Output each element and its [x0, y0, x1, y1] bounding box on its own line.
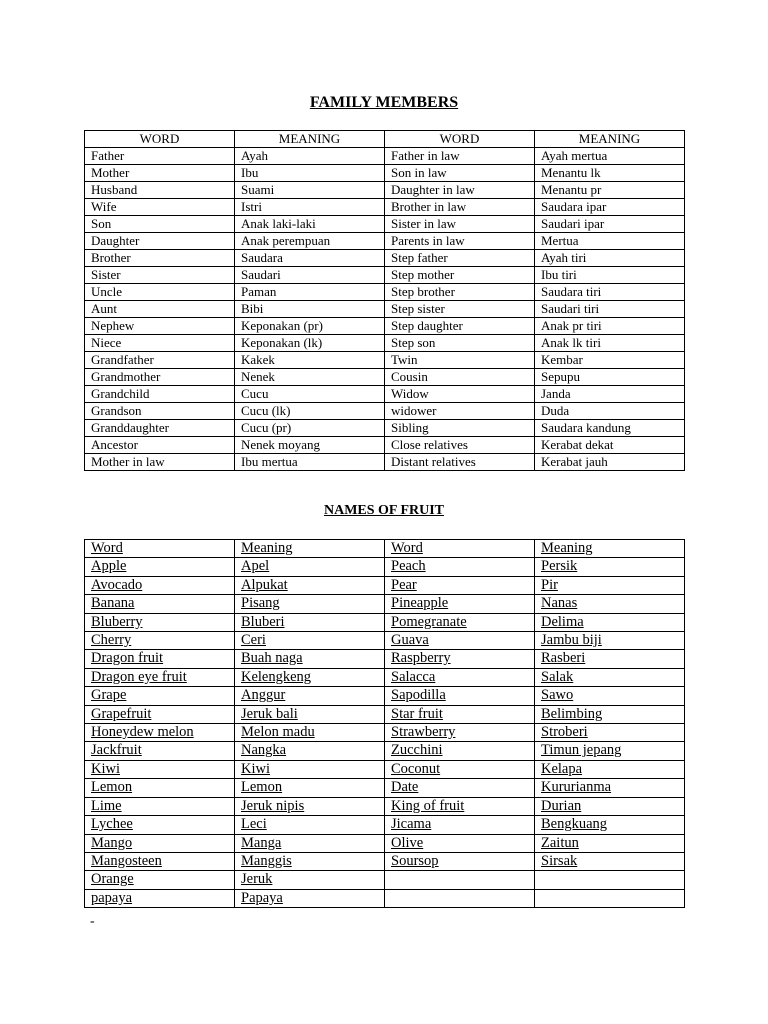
column-header: WORD — [385, 131, 535, 148]
table-cell: Lychee — [85, 816, 235, 834]
table-cell: Kiwi — [235, 760, 385, 778]
table-cell: Grandfather — [85, 352, 235, 369]
table-cell: Kiwi — [85, 760, 235, 778]
table-cell: Ibu tiri — [535, 267, 685, 284]
table-cell: Nenek — [235, 369, 385, 386]
table-cell: Nangka — [235, 742, 385, 760]
column-header: MEANING — [235, 131, 385, 148]
table-row — [85, 233, 685, 250]
table-cell: Peach — [385, 558, 535, 576]
table-cell: Bengkuang — [535, 816, 685, 834]
table-cell: King of fruit — [385, 797, 535, 815]
table-cell: Husband — [85, 182, 235, 199]
table-cell: Close relatives — [385, 437, 535, 454]
table-cell: Banana — [85, 595, 235, 613]
table-row — [85, 650, 685, 668]
table-cell: papaya — [85, 889, 235, 907]
table-cell: Niece — [85, 335, 235, 352]
family-members-title: FAMILY MEMBERS — [309, 94, 459, 111]
table-cell: Alpukat — [235, 576, 385, 594]
table-cell: Strawberry — [385, 724, 535, 742]
table-cell: Jeruk nipis — [235, 797, 385, 815]
table-row — [85, 558, 685, 576]
table-cell: Date — [385, 779, 535, 797]
table-cell — [535, 889, 685, 907]
table-cell: Grandmother — [85, 369, 235, 386]
table-cell: Salak — [535, 668, 685, 686]
table-cell: Pear — [385, 576, 535, 594]
table-cell — [385, 871, 535, 889]
table-cell: Kururianma — [535, 779, 685, 797]
table-row — [85, 576, 685, 594]
table-cell: Jackfruit — [85, 742, 235, 760]
table-cell: Granddaughter — [85, 420, 235, 437]
table-cell: Step daughter — [385, 318, 535, 335]
table-cell: Olive — [385, 834, 535, 852]
table-cell: Son — [85, 216, 235, 233]
table-cell: Manga — [235, 834, 385, 852]
table-cell: Daughter in law — [385, 182, 535, 199]
table-cell: Bibi — [235, 301, 385, 318]
table-row — [85, 454, 685, 471]
table-cell: Kelapa — [535, 760, 685, 778]
table-cell: Sibling — [385, 420, 535, 437]
table-row — [85, 386, 685, 403]
table-cell: Menantu lk — [535, 165, 685, 182]
table-row — [85, 687, 685, 705]
table-cell: Ayah — [235, 148, 385, 165]
table-cell: Lemon — [85, 779, 235, 797]
table-cell: Jambu biji — [535, 632, 685, 650]
table-row — [85, 705, 685, 723]
table-cell: Paman — [235, 284, 385, 301]
table-row — [85, 437, 685, 454]
table-row — [85, 335, 685, 352]
table-cell: Papaya — [235, 889, 385, 907]
table-cell: Pineapple — [385, 595, 535, 613]
table-cell: Keponakan (lk) — [235, 335, 385, 352]
table-cell: Jicama — [385, 816, 535, 834]
table-cell: Anak perempuan — [235, 233, 385, 250]
table-header-row — [85, 131, 685, 148]
table-row — [85, 871, 685, 889]
table-cell: Brother in law — [385, 199, 535, 216]
family-members-table — [84, 130, 685, 471]
table-cell: Manggis — [235, 852, 385, 870]
table-cell: Dragon eye fruit — [85, 668, 235, 686]
table-cell — [535, 871, 685, 889]
table-cell: Jeruk bali — [235, 705, 385, 723]
table-cell: Kelengkeng — [235, 668, 385, 686]
column-header: MEANING — [535, 131, 685, 148]
table-row — [85, 632, 685, 650]
table-row — [85, 540, 685, 558]
table-cell: Cousin — [385, 369, 535, 386]
table-row — [85, 301, 685, 318]
table-cell: Step mother — [385, 267, 535, 284]
table-cell: Lemon — [235, 779, 385, 797]
table-cell: Widow — [385, 386, 535, 403]
table-cell: Ancestor — [85, 437, 235, 454]
table-cell: Step sister — [385, 301, 535, 318]
table-cell: Father in law — [385, 148, 535, 165]
table-cell: Delima — [535, 613, 685, 631]
table-cell: Uncle — [85, 284, 235, 301]
table-row — [85, 889, 685, 907]
table-cell: Melon madu — [235, 724, 385, 742]
table-cell: Raspberry — [385, 650, 535, 668]
table-cell: Janda — [535, 386, 685, 403]
table-cell: Parents in law — [385, 233, 535, 250]
table-row — [85, 352, 685, 369]
table-cell: Mother in law — [85, 454, 235, 471]
table-cell: Sawo — [535, 687, 685, 705]
table-cell: Step son — [385, 335, 535, 352]
table-cell: Ibu mertua — [235, 454, 385, 471]
table-cell: Kerabat jauh — [535, 454, 685, 471]
table-cell: Coconut — [385, 760, 535, 778]
table-cell: Sirsak — [535, 852, 685, 870]
table-cell: Saudara ipar — [535, 199, 685, 216]
table-cell: Mangosteen — [85, 852, 235, 870]
table-row — [85, 182, 685, 199]
table-row — [85, 834, 685, 852]
table-cell: Ceri — [235, 632, 385, 650]
table-cell: Distant relatives — [385, 454, 535, 471]
column-header: WORD — [85, 131, 235, 148]
table-cell: Wife — [85, 199, 235, 216]
table-cell: Zucchini — [385, 742, 535, 760]
table-cell: Orange — [85, 871, 235, 889]
table-cell: Star fruit — [385, 705, 535, 723]
table-row — [85, 403, 685, 420]
table-row — [85, 779, 685, 797]
table-cell: Grandson — [85, 403, 235, 420]
table-cell: Timun jepang — [535, 742, 685, 760]
table-cell: Jeruk — [235, 871, 385, 889]
table-cell: Apple — [85, 558, 235, 576]
table-cell: Pisang — [235, 595, 385, 613]
table-cell: Nephew — [85, 318, 235, 335]
table-cell: Saudari — [235, 267, 385, 284]
table-cell: Dragon fruit — [85, 650, 235, 668]
table-cell: Nanas — [535, 595, 685, 613]
table-cell: Saudara tiri — [535, 284, 685, 301]
table-cell: Belimbing — [535, 705, 685, 723]
table-cell: Guava — [385, 632, 535, 650]
table-cell: Menantu pr — [535, 182, 685, 199]
table-cell: Anak pr tiri — [535, 318, 685, 335]
names-of-fruit-title: NAMES OF FRUIT — [323, 503, 445, 518]
table-cell — [385, 889, 535, 907]
table-row — [85, 318, 685, 335]
table-row — [85, 816, 685, 834]
table-row — [85, 420, 685, 437]
table-cell: Avocado — [85, 576, 235, 594]
table-cell: Stroberi — [535, 724, 685, 742]
table-cell: Zaitun — [535, 834, 685, 852]
table-cell: Pir — [535, 576, 685, 594]
table-cell: Mertua — [535, 233, 685, 250]
table-cell: Keponakan (pr) — [235, 318, 385, 335]
table-cell: Grape — [85, 687, 235, 705]
table-cell: Word — [85, 540, 235, 558]
footer-mark: - — [90, 914, 95, 929]
table-cell: Durian — [535, 797, 685, 815]
table-cell: Meaning — [535, 540, 685, 558]
table-cell: Persik — [535, 558, 685, 576]
table-cell: Saudara — [235, 250, 385, 267]
table-row — [85, 724, 685, 742]
table-row — [85, 852, 685, 870]
table-cell: Saudari ipar — [535, 216, 685, 233]
table-cell: Rasberi — [535, 650, 685, 668]
table-cell: Istri — [235, 199, 385, 216]
table-cell: Brother — [85, 250, 235, 267]
table-cell: Aunt — [85, 301, 235, 318]
table-cell: Leci — [235, 816, 385, 834]
table-cell: Grapefruit — [85, 705, 235, 723]
table-cell: Apel — [235, 558, 385, 576]
table-cell: Kembar — [535, 352, 685, 369]
table-row — [85, 250, 685, 267]
table-cell: Nenek moyang — [235, 437, 385, 454]
table-row — [85, 148, 685, 165]
table-row — [85, 199, 685, 216]
table-cell: Pomegranate — [385, 613, 535, 631]
table-cell: Kakek — [235, 352, 385, 369]
table-cell: Father — [85, 148, 235, 165]
table-cell: Step brother — [385, 284, 535, 301]
table-cell: Soursop — [385, 852, 535, 870]
table-cell: Anak laki-laki — [235, 216, 385, 233]
table-cell: Daughter — [85, 233, 235, 250]
table-cell: Ayah mertua — [535, 148, 685, 165]
table-cell: Honeydew melon — [85, 724, 235, 742]
table-row — [85, 216, 685, 233]
table-row — [85, 165, 685, 182]
table-cell: Step father — [385, 250, 535, 267]
table-cell: Anggur — [235, 687, 385, 705]
table-cell: Twin — [385, 352, 535, 369]
table-cell: Mother — [85, 165, 235, 182]
table-cell: Sepupu — [535, 369, 685, 386]
table-cell: Cucu — [235, 386, 385, 403]
table-cell: Anak lk tiri — [535, 335, 685, 352]
table-row — [85, 595, 685, 613]
table-cell: Mango — [85, 834, 235, 852]
table-cell: Sister in law — [385, 216, 535, 233]
table-cell: Saudara kandung — [535, 420, 685, 437]
table-cell: Word — [385, 540, 535, 558]
table-cell: Salacca — [385, 668, 535, 686]
table-row — [85, 613, 685, 631]
table-cell: Saudari tiri — [535, 301, 685, 318]
table-row — [85, 797, 685, 815]
table-cell: Kerabat dekat — [535, 437, 685, 454]
table-cell: Lime — [85, 797, 235, 815]
table-cell: widower — [385, 403, 535, 420]
table-row — [85, 267, 685, 284]
table-cell: Buah naga — [235, 650, 385, 668]
table-cell: Ibu — [235, 165, 385, 182]
table-cell: Cherry — [85, 632, 235, 650]
table-cell: Sister — [85, 267, 235, 284]
table-cell: Cucu (pr) — [235, 420, 385, 437]
names-of-fruit-table — [84, 539, 685, 908]
table-row — [85, 284, 685, 301]
table-cell: Duda — [535, 403, 685, 420]
table-row — [85, 369, 685, 386]
table-row — [85, 760, 685, 778]
table-cell: Grandchild — [85, 386, 235, 403]
table-cell: Suami — [235, 182, 385, 199]
table-cell: Sapodilla — [385, 687, 535, 705]
table-cell: Bluberry — [85, 613, 235, 631]
table-cell: Bluberi — [235, 613, 385, 631]
table-cell: Cucu (lk) — [235, 403, 385, 420]
table-cell: Ayah tiri — [535, 250, 685, 267]
table-row — [85, 668, 685, 686]
table-cell: Meaning — [235, 540, 385, 558]
table-cell: Son in law — [385, 165, 535, 182]
table-row — [85, 742, 685, 760]
